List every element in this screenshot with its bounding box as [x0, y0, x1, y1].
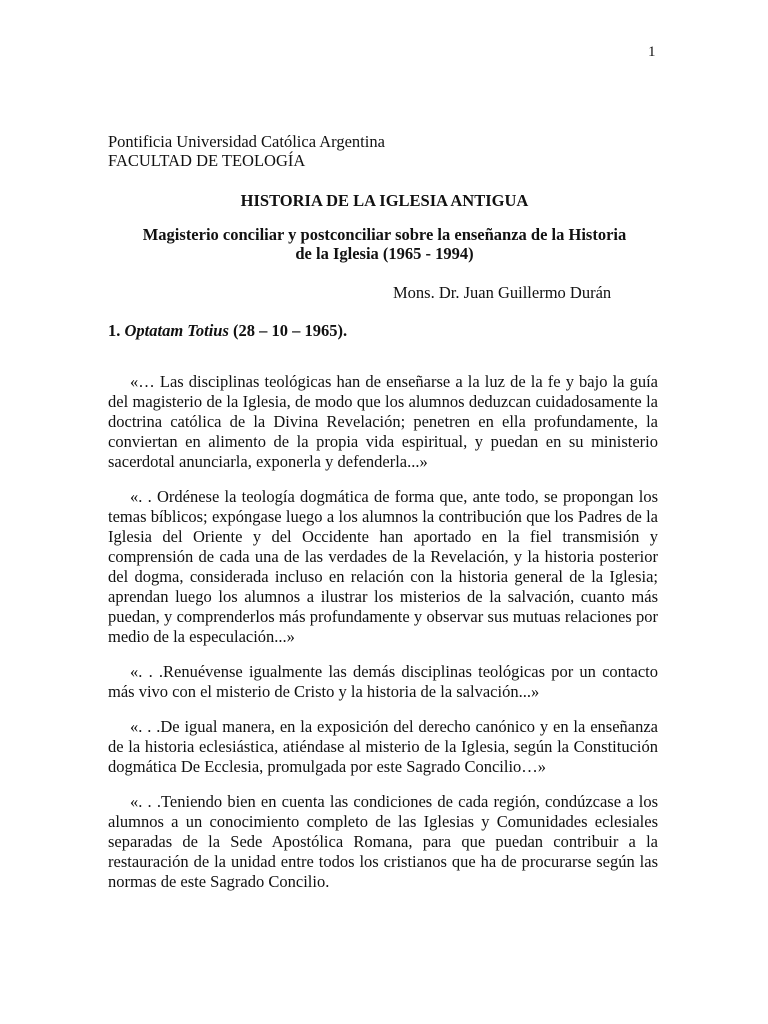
paragraph: «. . .De igual manera, en la exposición del derecho canónico y en la enseñanza de la historia eclesiástica, atiéndase al misterio de la Iglesia, según la Constitución dogmática De Ecclesia, promulgada por este Sagrado Concilio…»: [108, 717, 658, 776]
paragraph: «. . .Teniendo bien en cuenta las condiciones de cada región, condúzcase a los alumnos a un conocimiento completo de las Iglesias y Comunidades eclesiales separadas de la Sede Apostólica Romana, para que puedan contribuir a la restauración de la unidad entre todos los cristianos que ha de procurarse según las normas de este Sagrado Concilio.: [108, 792, 658, 891]
author-name: Mons. Dr. Juan Guillermo Durán: [393, 283, 612, 302]
subtitle-line-1: Magisterio conciliar y postconciliar sobre la enseñanza de la Historia: [142, 225, 627, 244]
document-body: [108, 372, 658, 907]
paragraph: «. . .Renuévense igualmente las demás disciplinas teológicas por un contacto más vivo con el misterio de Cristo y la historia de la salvación...»: [108, 662, 658, 701]
document-title: HISTORIA DE LA IGLESIA ANTIGUA: [240, 191, 529, 210]
university-name: Pontificia Universidad Católica Argentina: [108, 132, 385, 151]
section-date: (28 – 10 – 1965).: [233, 321, 348, 340]
section-number: 1.: [108, 321, 121, 340]
paragraph: «… Las disciplinas teológicas han de enseñarse a la luz de la fe y bajo la guía del magisterio de la Iglesia, de modo que los alumnos deduzcan cuidadosamente la doctrina católica de la Divina Revelación; penetren en ella profundamente, la conviertan en alimento de la propia vida espiritual, y puedan en su ministerio sacerdotal anunciarla, exponerla y defenderla...»: [108, 372, 658, 471]
section-heading: [108, 321, 347, 341]
paragraph: «. . Ordénese la teología dogmática de forma que, ante todo, se propongan los temas bíblicos; expóngase luego a los alumnos la contribución que los Padres de la Iglesia del Oriente y del Occidente han aportado en la fiel transmisión y comprensión de cada una de las verdades de la Revelación, y la historia posterior del dogma, considerada incluso en relación con la historia general de la Iglesia; aprendan luego los alumnos a ilustrar los misterios de la salvación, cuanto más puedan, y comprenderlos más profundamente y observar sus mutuas relaciones por medio de la especulación...»: [108, 487, 658, 646]
document-subtitle: [108, 225, 661, 263]
page-number: 1: [648, 44, 656, 60]
faculty-name: FACULTAD DE TEOLOGÍA: [108, 151, 306, 170]
document-header: [108, 132, 385, 170]
section-title: Optatam Totius: [124, 321, 229, 340]
subtitle-line-2: de la Iglesia (1965 - 1994): [295, 244, 474, 263]
